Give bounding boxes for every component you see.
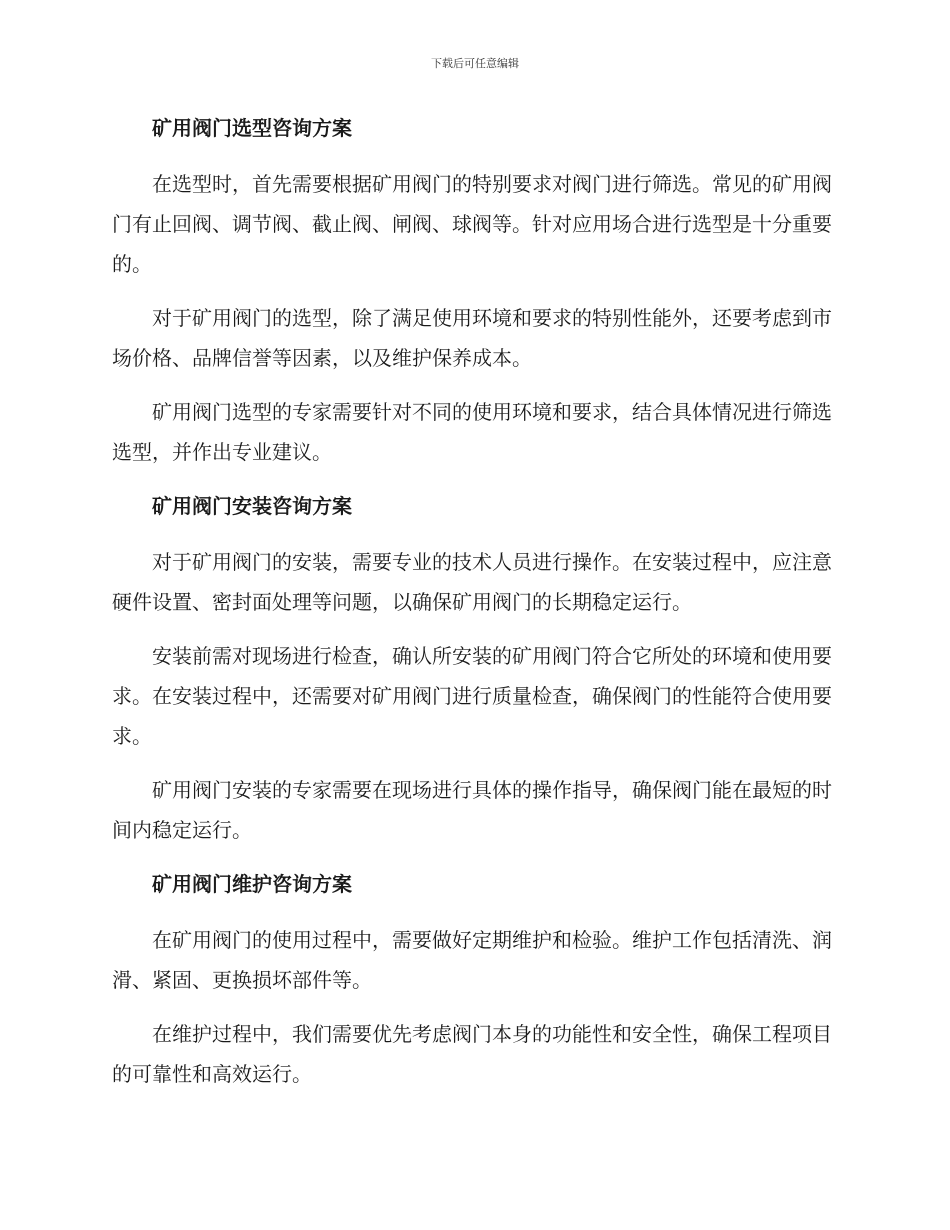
section-heading: 矿用阀门选型咨询方案 bbox=[152, 116, 352, 140]
paragraph: 在维护过程中，我们需要优先考虑阀门本身的功能性和安全性，确保工程项目的可靠性和高效运行。 bbox=[112, 1022, 832, 1086]
section-maintenance bbox=[112, 864, 832, 1094]
paragraph: 安装前需对现场进行检查，确认所安装的矿用阀门符合它所处的环境和使用要求。在安装过程中，还需要对矿用阀门进行质量检查，确保阀门的性能符合使用要求。 bbox=[112, 644, 832, 748]
section-heading: 矿用阀门维护咨询方案 bbox=[152, 872, 352, 896]
paragraph: 矿用阀门安装的专家需要在现场进行具体的操作指导，确保阀门能在最短的时间内稳定运行。 bbox=[112, 778, 832, 842]
paragraph: 在选型时，首先需要根据矿用阀门的特别要求对阀门进行筛选。常见的矿用阀门有止回阀、调节阀、截止阀、闸阀、球阀等。针对应用场合进行选型是十分重要的。 bbox=[112, 172, 832, 276]
section-heading: 矿用阀门安装咨询方案 bbox=[152, 494, 352, 518]
section-installation bbox=[112, 486, 832, 850]
document-body bbox=[112, 108, 832, 1108]
paragraph: 对于矿用阀门的选型，除了满足使用环境和要求的特别性能外，还要考虑到市场价格、品牌信誉等因素，以及维护保养成本。 bbox=[112, 306, 832, 370]
header-note: 下载后可任意编辑 bbox=[431, 57, 519, 70]
paragraph: 对于矿用阀门的安装，需要专业的技术人员进行操作。在安装过程中，应注意硬件设置、密封面处理等问题，以确保矿用阀门的长期稳定运行。 bbox=[112, 550, 832, 614]
section-selection bbox=[112, 108, 832, 472]
paragraph: 在矿用阀门的使用过程中，需要做好定期维护和检验。维护工作包括清洗、润滑、紧固、更换损坏部件等。 bbox=[112, 928, 832, 992]
paragraph: 矿用阀门选型的专家需要针对不同的使用环境和要求，结合具体情况进行筛选选型，并作出专业建议。 bbox=[112, 400, 832, 464]
